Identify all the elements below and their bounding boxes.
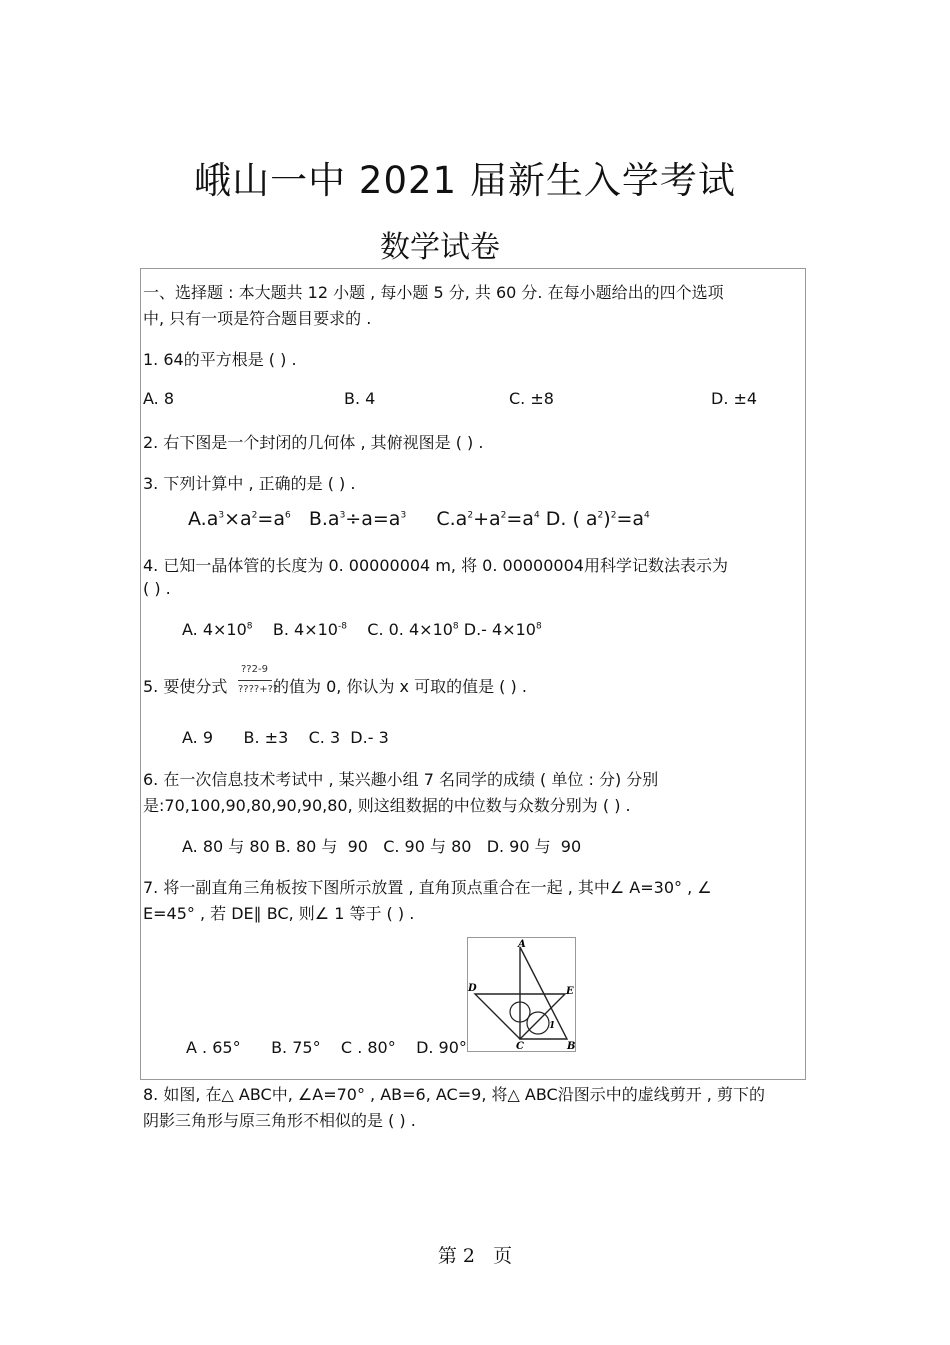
q1-option-d: D. ±4: [711, 389, 758, 408]
q4-option-d: D.- $4\times 10^8$: [463, 620, 542, 639]
q5-fraction-numerator: ??2-9: [241, 664, 268, 675]
q7-label-e: E: [566, 986, 574, 997]
q7-label-1: 1: [549, 1021, 556, 1031]
page-number: 第 2 页: [437, 1245, 513, 1267]
q3-option-a: $A.a^3\times a^2=a^6$: [188, 508, 291, 530]
q8-stem-line2: 阴影三角形与原三角形不相似的是 ( ) .: [143, 1111, 416, 1130]
q5-fraction-bar: [238, 680, 272, 681]
q3-options: [188, 508, 650, 530]
q7-label-c: C: [516, 1041, 524, 1052]
q7-label-b: B: [567, 1041, 576, 1052]
q1-option-a: A. 8: [143, 389, 175, 408]
q3-stem: 3. 下列计算中 , 正确的是 ( ) .: [143, 474, 356, 493]
q5-fraction-denominator: ????+??: [238, 684, 279, 695]
section-heading-line2: 中, 只有一项是符合题目要求的 .: [143, 309, 372, 328]
q7-options: A . 65° B. 75° C . 80° D. 90°: [186, 1038, 467, 1057]
q4-options: [182, 620, 542, 639]
q4-stem-line2: ( ) .: [143, 579, 171, 598]
q3-option-b: $B.a^3\div a=a^3$: [308, 508, 407, 530]
q4-option-b: B. $4\times 10^{-8}$: [272, 620, 347, 639]
q5-options: A. 9 B. ±3 C. 3 D.- 3: [182, 728, 389, 747]
q3-option-d: D. ( $a^2)^2=a^4$: [545, 508, 650, 530]
q1-option-c: C. ±8: [509, 389, 554, 408]
q4-stem-line1: 4. 已知一晶体管的长度为 0. 00000004 m, 将 0. 00000004用科学记数法表示为: [143, 556, 728, 575]
q6-options: A. 80 与 80 B. 80 与 90 C. 90 与 80 D. 90 与 90: [182, 837, 582, 856]
section-heading-line1: 一、选择题 : 本大题共 12 小题 , 每小题 5 分, 共 60 分. 在每小题给出的四个选项: [143, 283, 724, 302]
q6-stem-line2: 是:70,100,90,80,90,90,80, 则这组数据的中位数与众数分别为 ( ) .: [143, 796, 631, 815]
q3-option-c: $C.a^2+a^2=a^4$: [436, 508, 540, 530]
q5-prefix: 5. 要使分式: [143, 677, 228, 696]
q8-stem-line1: 8. 如图, 在△ ABC中, ∠A=70° , AB=6, AC=9, 将△ ABC沿图示中的虚线剪开 , 剪下的: [143, 1085, 765, 1104]
exam-subtitle: 数学试卷: [380, 230, 500, 265]
q4-option-c: C. 0. $4\times 10^8$: [367, 620, 459, 639]
q1-stem: 1. 64的平方根是 ( ) .: [143, 350, 297, 369]
q7-stem-line2: E=45° , 若 DE∥ BC, 则∠ 1 等于 ( ) .: [143, 904, 415, 923]
q5-suffix: 的值为 0, 你认为 x 可取的值是 ( ) .: [273, 677, 527, 696]
q1-option-b: B. 4: [344, 389, 376, 408]
q6-stem-line1: 6. 在一次信息技术考试中 , 某兴趣小组 7 名同学的成绩 ( 单位 : 分) 分别: [143, 770, 659, 789]
q7-stem-line1: 7. 将一副直角三角板按下图所示放置 , 直角顶点重合在一起 , 其中∠ A=30° , ∠: [143, 878, 712, 897]
q7-label-d: D: [468, 983, 477, 994]
q7-figure: [467, 937, 576, 1052]
exam-title: 峨山一中 2021 届新生入学考试: [194, 159, 736, 202]
q4-option-a: A. $4\times 10^8$: [182, 620, 253, 639]
q2-stem: 2. 右下图是一个封闭的几何体 , 其俯视图是 ( ) .: [143, 433, 484, 452]
q7-label-a: A: [518, 939, 526, 950]
